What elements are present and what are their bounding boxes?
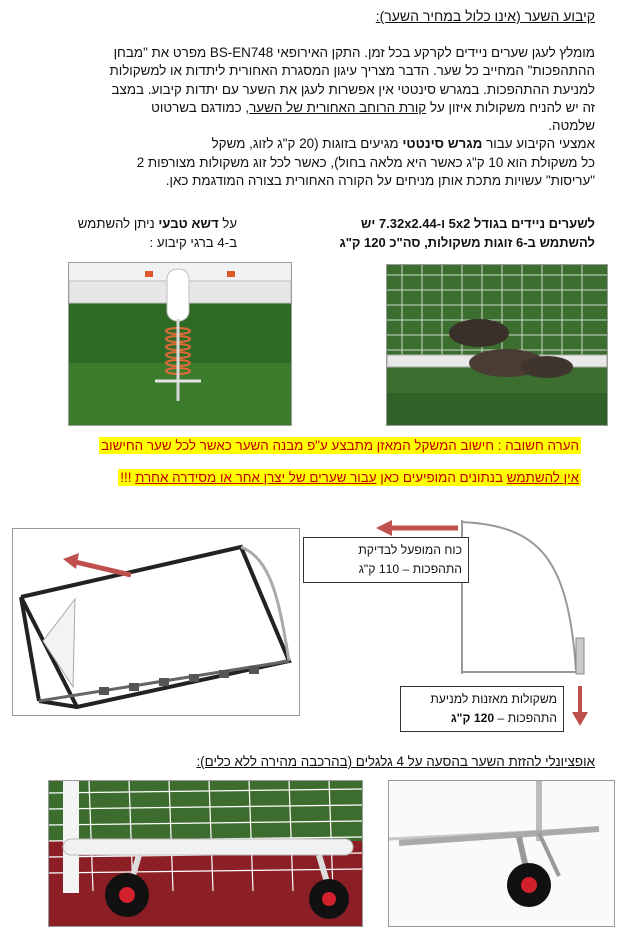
ground-anchor-photo bbox=[68, 262, 292, 426]
intro-line: שלמטה. bbox=[548, 118, 595, 134]
callout-line2: התהפכות – 110 ק"ג bbox=[358, 562, 462, 576]
intro-line: זה יש להניח משקולות איזון על קורת הרוחב האחורית של השער, כמודגם בשרטוט bbox=[151, 99, 595, 115]
callout-line2-bold: 120 ק"ג bbox=[450, 711, 495, 725]
sandbag-weights-photo bbox=[386, 264, 608, 426]
intro-line: כל משקולת הוא 10 ק"ג כאשר היא מלאה בחול), כאשר לכל זוג משקולות מצורפות 2 bbox=[136, 154, 595, 170]
intro-emphasis: מגרש סינטטי bbox=[402, 136, 483, 152]
callout-line1: כוח המופעל לבדיקת bbox=[358, 543, 462, 557]
natural-grass-caption bbox=[22, 214, 237, 252]
warning-note bbox=[118, 469, 581, 486]
force-callout bbox=[303, 537, 469, 583]
warning-part1: אין להשתמש bbox=[506, 470, 579, 485]
important-note: הערה חשובה : חישוב המשקל המאזן מתבצע ע"פ מבנה השער כאשר לכל שער החישוב bbox=[101, 438, 579, 453]
intro-line: למניעת ההתהפכות. במגרש סינטטי אין אפשרות לעגן את השער עם יתדות קיבוע. במצב bbox=[111, 81, 595, 97]
caption-suffix: ניתן להשתמש bbox=[77, 216, 159, 231]
wheels-photo-studio bbox=[388, 780, 615, 927]
intro-line: אמצעי הקיבוע עבור מגרש סינטטי מגיעים בזוגות (20 ק"ג לזוג, משקל bbox=[211, 136, 595, 152]
weights-callout bbox=[400, 686, 564, 732]
caption-bold: דשא טבעי bbox=[158, 216, 219, 231]
caption-line2: להשתמש ב-6 זוגות משקולות, סה"כ 120 ק"ג bbox=[339, 235, 595, 250]
warning-part4: !!! bbox=[120, 470, 136, 485]
intro-line: ההתהפכות" המחייב כל שער. הדבר מצריך עיגון המסגרת האחורית ליתדות או למשקולות bbox=[109, 63, 595, 79]
intro-emphasis: קורת הרוחב האחורית של השער bbox=[249, 99, 427, 115]
intro-line: "עריסות" עשויות מתכת אותן מניחים על הקורה האחורית בצורה המודגמת כאן. bbox=[165, 173, 595, 189]
caption-line2: ב-4 ברגי קיבוע : bbox=[149, 235, 237, 250]
intro-line: מומלץ לעגן שערים ניידים לקרקע בכל זמן. התקן האירופאי BS-EN748 מפרט את "מבחן bbox=[113, 45, 595, 60]
callout-line2-prefix: התהפכות – bbox=[494, 711, 557, 725]
caption-prefix: על bbox=[218, 216, 237, 231]
goal-3d-drawing bbox=[12, 528, 300, 716]
section-heading: קיבוע השער (אינו כלול במחיר השער): bbox=[375, 8, 595, 24]
callout-line1: משקולות מאזנות למניעת bbox=[430, 692, 557, 706]
warning-part3: עבור שערים של יצרן אחר או מסידרה אחרת bbox=[135, 470, 377, 485]
warning-part2: בנתונים המופיעים כאן bbox=[376, 470, 507, 485]
wheels-photo-track bbox=[48, 780, 363, 927]
caption-line1: לשערים ניידים בגודל 5x2 ו-7.32x2.44 יש bbox=[360, 216, 595, 231]
intro-paragraph bbox=[35, 44, 595, 190]
mobile-goals-caption bbox=[325, 214, 595, 252]
wheels-option-heading: אופציונלי להזזת השער בהסעה על 4 גלגלים (בהרכבה מהירה ללא כלים): bbox=[196, 754, 595, 769]
